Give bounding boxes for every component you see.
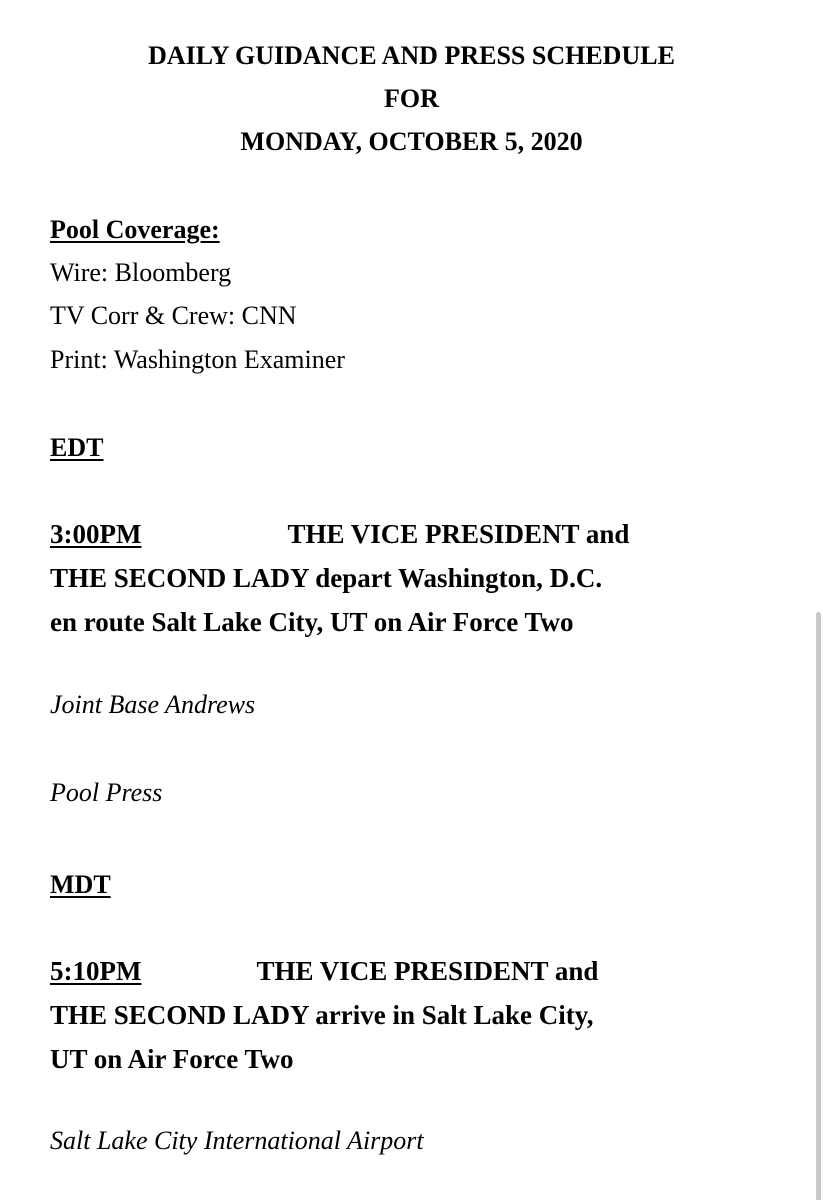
event-arrive-time: 5:10PM [50, 956, 142, 986]
coverage-pool-press: Pool Press [50, 778, 163, 807]
event-depart-line2: THE SECOND LADY depart Washington, D.C. [50, 563, 603, 593]
document-header [0, 34, 823, 163]
vertical-scrollbar[interactable] [816, 612, 821, 1200]
location-joint-base-andrews: Joint Base Andrews [50, 690, 256, 719]
pool-print: Print: Washington Examiner [50, 345, 345, 374]
pool-tv-crew: TV Corr & Crew: CNN [50, 301, 297, 330]
event-depart [50, 512, 629, 644]
event-depart-time: 3:00PM [50, 519, 142, 549]
header-title: DAILY GUIDANCE AND PRESS SCHEDULE [148, 41, 675, 70]
header-for: FOR [384, 84, 439, 113]
header-date: MONDAY, OCTOBER 5, 2020 [240, 127, 583, 156]
event-depart-line1 [50, 512, 629, 556]
timezone-mdt: MDT [50, 870, 111, 899]
event-arrive-line1 [50, 949, 598, 993]
pool-wire: Wire: Bloomberg [50, 258, 232, 287]
event-depart-text1: THE VICE PRESIDENT and [287, 519, 630, 549]
event-arrive-line3: UT on Air Force Two [50, 1044, 294, 1074]
timezone-edt: EDT [50, 433, 104, 462]
event-arrive-text1: THE VICE PRESIDENT and [256, 956, 599, 986]
event-arrive [50, 949, 598, 1081]
pool-coverage-heading: Pool Coverage: [50, 215, 220, 244]
event-depart-line3: en route Salt Lake City, UT on Air Force Two [50, 607, 574, 637]
event-arrive-line2: THE SECOND LADY arrive in Salt Lake City, [50, 1000, 594, 1030]
location-slc-airport: Salt Lake City International Airport [50, 1126, 424, 1155]
